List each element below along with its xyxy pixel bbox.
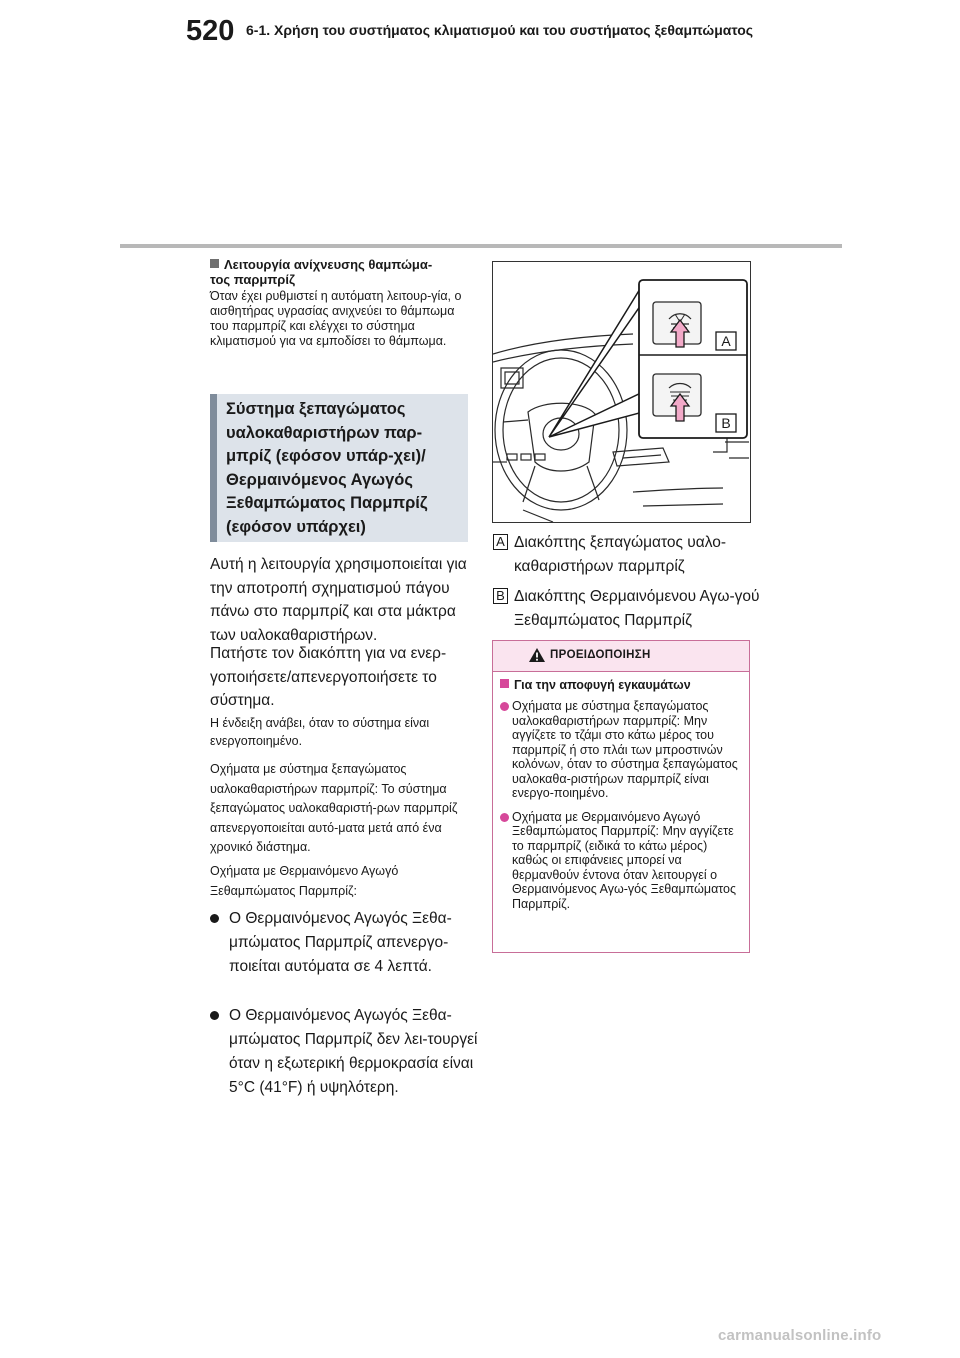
figure-label-b: B [721, 415, 731, 431]
watermark: carmanualsonline.info [718, 1327, 882, 1344]
warning-box [492, 640, 750, 953]
paragraph-fog-detection: Όταν έχει ρυθμιστεί η αυτόματη λειτουρ-γία, ο αισθητήρας υγρασίας ανιχνεύει το θάμπωμα του παρμπρίζ και ελέγχει το σύστημα κλιματισμού για να εμποδίσει το θάμπωμα. [210, 289, 462, 348]
warning-triangle-icon [529, 648, 545, 662]
paragraph-heated-duct: Οχήματα με Θερμαινόμενο Αγωγό Ξεθαμπώματος Παρμπρίζ: [210, 864, 399, 898]
warning-title: ΠΡΟΕΙΔΟΠΟΙΗΣΗ [550, 649, 651, 661]
section-title-box [210, 394, 468, 542]
section-title: Σύστημα ξεπαγώματος υαλοκαθαριστήρων παρ-μπρίζ (εφόσον υπάρ-χει)/Θερμαινόμενος Αγωγός Ξεθαμπώματος Παρμπρίζ (εφόσον υπάρχει) [226, 400, 428, 536]
legend-item-b: B Διακόπτης Θερμαινόμενου Αγω-γού Ξεθαμπώματος Παρμπρίζ [493, 585, 763, 632]
square-bullet-icon [500, 679, 509, 688]
warning-subheading: Για την αποφυγή εγκαυμάτων [500, 678, 739, 693]
bullet-dot-icon [210, 914, 219, 923]
paragraph-wiper-deicer: Οχήματα με σύστημα ξεπαγώματος υαλοκαθαριστήρων παρμπρίζ: Το σύστημα ξεπαγώματος υαλοκαθαριστή-ρων παρμπρίζ απενεργοποιείται αυτό-ματα μετά από ένα χρονικό διάστημα. [210, 762, 458, 854]
section-subheading: Λειτουργία ανίχνευσης θαμπώμα- τος παρμπρίζ [210, 257, 433, 287]
bullet-dot-icon [500, 702, 509, 711]
dashboard-illustration [492, 261, 751, 523]
legend-letter: B [493, 588, 508, 604]
figure-label-a: A [721, 333, 731, 349]
paragraph-purpose: Αυτή η λειτουργία χρησιμοποιείται για την αποτροπή σχηματισμού πάγου πάνω στο παρμπρίζ και στα μάκτρα των υαλοκαθαριστήρων. [210, 556, 467, 644]
legend-item-a: A Διακόπτης ξεπαγώματος υαλο-καθαριστήρων παρμπρίζ [493, 531, 763, 578]
warning-header [493, 641, 749, 672]
warning-item: Οχήματα με σύστημα ξεπαγώματος υαλοκαθαριστήρων παρμπρίζ: Μην αγγίζετε το τζάμι στο κάτω μέρος του παρμπρίζ ή στο πλάι των μπροστινών κολόνων, όταν το σύστημα ξεπαγώματος υαλοκαθα-ριστήρων παρμπρίζ είναι ενεργο-ποιημένο. [500, 699, 739, 801]
paragraph-press-switch: Πατήστε τον διακόπτη για να ενερ-γοποιήσετε/απενεργοποιήσετε το σύστημα. [210, 645, 447, 709]
warning-item: Οχήματα με Θερμαινόμενο Αγωγό Ξεθαμπώματος Παρμπρίζ: Μην αγγίζετε το παρμπρίζ (ειδικά το κάτω μέρος) καθώς οι επιφάνειες μπορεί να θερμανθούν έντονα όταν λειτουργεί ο Θερμαινόμενος Αγω-γός Ξεθαμπώματος Παρμπρίζ. [500, 810, 739, 912]
page-number: 520 [186, 15, 235, 47]
paragraph-indicator: Η ένδειξη ανάβει, όταν το σύστημα είναι ενεργοποιημένο. [210, 716, 430, 748]
chapter-title: 6-1. Χρήση του συστήματος κλιματισμού και του συστήματος ξεθαμπώματος [246, 22, 754, 38]
steering-wheel-drawing [493, 262, 750, 522]
list-item: Ο Θερμαινόμενος Αγωγός Ξεθα-μπώματος Παρμπρίζ απενεργο-ποιείται αυτόματα σε 4 λεπτά. [210, 907, 480, 979]
bullet-dot-icon [500, 813, 509, 822]
square-bullet-icon [210, 259, 219, 268]
bullet-dot-icon [210, 1011, 219, 1020]
legend-letter: A [493, 534, 508, 550]
list-item: Ο Θερμαινόμενος Αγωγός Ξεθα-μπώματος Παρμπρίζ δεν λει-τουργεί όταν η εξωτερική θερμοκρασία είναι 5°C (41°F) ή υψηλότερη. [210, 1004, 480, 1100]
header-divider [120, 244, 842, 248]
